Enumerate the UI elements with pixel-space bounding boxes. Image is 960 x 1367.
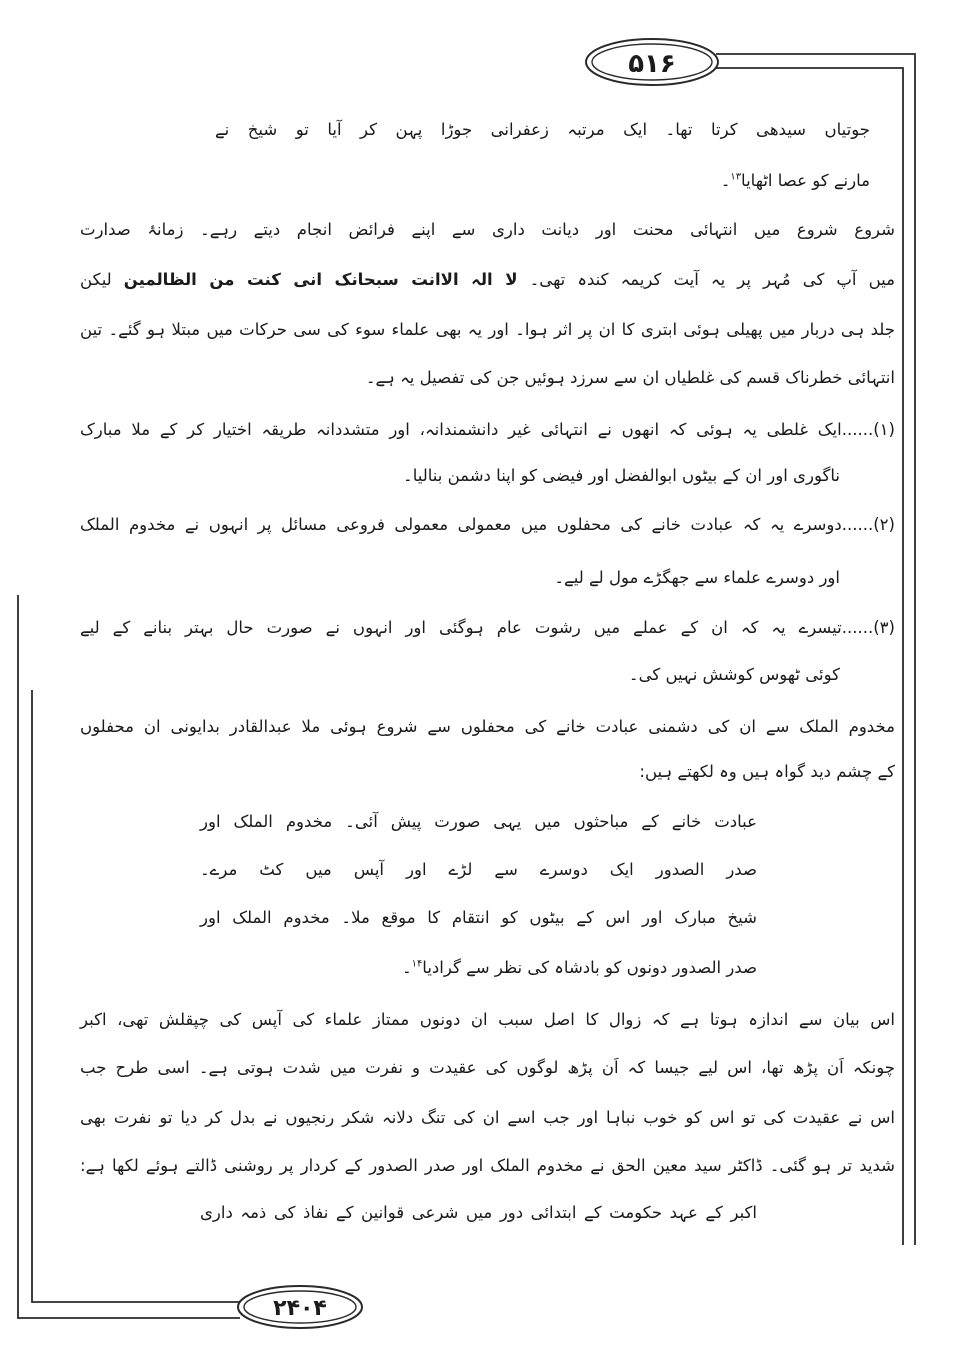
numbered-item-3 xyxy=(80,608,895,648)
numbered-item-3-continuation xyxy=(80,655,840,695)
quote-line xyxy=(215,161,870,201)
line-text: ناگوری اور ان کے بیٹوں ابوالفضل اور فیضی کو اپنا دشمن بنالیا۔ xyxy=(403,466,840,485)
text-line xyxy=(80,1146,895,1186)
footnote-marker: ۱۴ xyxy=(411,958,423,970)
page-number-bottom: ۲۴۰۴ xyxy=(273,1296,327,1321)
quote-line xyxy=(215,110,870,150)
quote-line xyxy=(200,850,757,890)
quote-line xyxy=(200,948,757,988)
line-text: اکبر کے عہد حکومت کے ابتدائی دور میں شرعی قوانین کے نفاذ کی ذمہ داری xyxy=(200,1203,757,1222)
line-text: صدر الصدور دونوں کو بادشاہ کی نظر سے گرادیا xyxy=(422,958,757,977)
line-text: میں آپ کی مُہر پر یہ آیت کریمہ کندہ تھی۔ xyxy=(517,270,895,289)
text-line xyxy=(80,1098,895,1138)
line-text: جلد ہی دربار میں پھیلی ہوئی ابتری کا ان پر اثر ہوا۔ اور یہ بھی علماء سوء کی سی حرکات میں مبتلا ہو گئے۔ تین xyxy=(80,320,895,339)
text-line xyxy=(80,707,895,747)
text-line xyxy=(80,358,895,398)
numbered-item-1-continuation xyxy=(80,456,840,496)
ayah-text: لا الہ الاانت سبحانک انی کنت من الظالمین xyxy=(123,270,518,289)
numbered-item-2 xyxy=(80,505,895,545)
line-text: شدید تر ہو گئی۔ ڈاکٹر سید معین الحق نے مخدوم الملک اور صدر الصدور کے کردار پر روشنی ڈالتے ہوئے لکھا ہے: xyxy=(80,1156,895,1175)
line-text: عبادت خانے کے مباحثوں میں یہی صورت پیش آئی۔ مخدوم الملک اور xyxy=(200,812,757,831)
text-line xyxy=(80,210,895,250)
page-number-top: ۵۱۶ xyxy=(628,49,676,79)
line-text: (۳)......تیسرے یہ کہ ان کے عملے میں رشوت عام ہوگئی اور انہوں نے صورت حال بہتر بنانے کے لیے xyxy=(80,618,895,637)
line-text: انتہائی خطرناک قسم کی غلطیاں ان سے سرزد ہوئیں جن کی تفصیل یہ ہے۔ xyxy=(365,368,895,387)
line-text: اور دوسرے علماء سے جھگڑے مول لے لیے۔ xyxy=(554,568,840,587)
quote-line xyxy=(200,802,757,842)
footnote-marker: ۱۳ xyxy=(730,171,742,183)
line-text: شروع شروع میں انتہائی محنت اور دیانت داری سے اپنے فرائض انجام دیتے رہے۔ زمانۂ صدارت xyxy=(80,220,895,239)
text-line xyxy=(80,260,895,300)
line-text: مارنے کو عصا اٹھایا xyxy=(741,171,870,190)
line-text: مخدوم الملک سے ان کی دشمنی عبادت خانے کی محفلوں سے شروع ہوئی ملا عبدالقادر بدایونی ان محفلوں xyxy=(80,717,895,736)
quote-line xyxy=(200,898,757,938)
line-content xyxy=(721,171,870,190)
line-content xyxy=(80,270,895,289)
line-content xyxy=(402,958,757,977)
line-text: چونکہ اَن پڑھ تھا، اس لیے جیسا کہ اَن پڑھ لوگوں کی عقیدت و نفرت میں شدت ہوتی ہے۔ اسی طرح جب xyxy=(80,1058,895,1077)
line-text: کوئی ٹھوس کوشش نہیں کی۔ xyxy=(628,665,840,684)
line-end-punctuation: ۔ xyxy=(720,171,731,190)
quote-line xyxy=(200,1193,757,1233)
text-line xyxy=(80,310,895,350)
line-text: صدر الصدور ایک دوسرے سے لڑے اور آپس میں کٹ مرے۔ xyxy=(200,860,757,879)
line-text: (۲)......دوسرے یہ کہ عبادت خانے کی محفلوں میں معمولی معمولی فروعی مسائل پر انہوں نے مخدوم الملک xyxy=(80,515,895,534)
text-line xyxy=(80,752,895,792)
text-line xyxy=(80,1000,895,1040)
numbered-item-1 xyxy=(80,410,895,450)
line-text: جوتیاں سیدھی کرتا تھا۔ ایک مرتبہ زعفرانی جوڑا پہن کر آیا تو شیخ نے xyxy=(215,120,870,139)
line-text: شیخ مبارک اور اس کے بیٹوں کو انتقام کا موقع ملا۔ مخدوم الملک اور xyxy=(200,908,757,927)
numbered-item-2-continuation xyxy=(80,558,840,598)
line-end-punctuation: ۔ xyxy=(401,958,412,977)
line-text: (۱)......ایک غلطی یہ ہوئی کہ انھوں نے انتہائی غیر دانشمندانہ، اور متشددانہ طریقہ اختیار کر کے ملا مبارک xyxy=(80,420,895,439)
line-text: لیکن xyxy=(80,270,124,289)
line-text: کے چشم دید گواہ ہیں وہ لکھتے ہیں: xyxy=(639,762,895,781)
line-text: اس نے عقیدت کی تو اس کو خوب نباہا اور جب اسے ان کی تنگ دلانہ شکر رنجیوں نے بدل کر دیا تو نفرت بھی xyxy=(80,1108,895,1127)
line-text: اس بیان سے اندازہ ہوتا ہے کہ زوال کا اصل سبب ان دونوں ممتاز علماء کی آپس کی چپقلش تھی، اکبر xyxy=(80,1010,895,1029)
text-line xyxy=(80,1048,895,1088)
